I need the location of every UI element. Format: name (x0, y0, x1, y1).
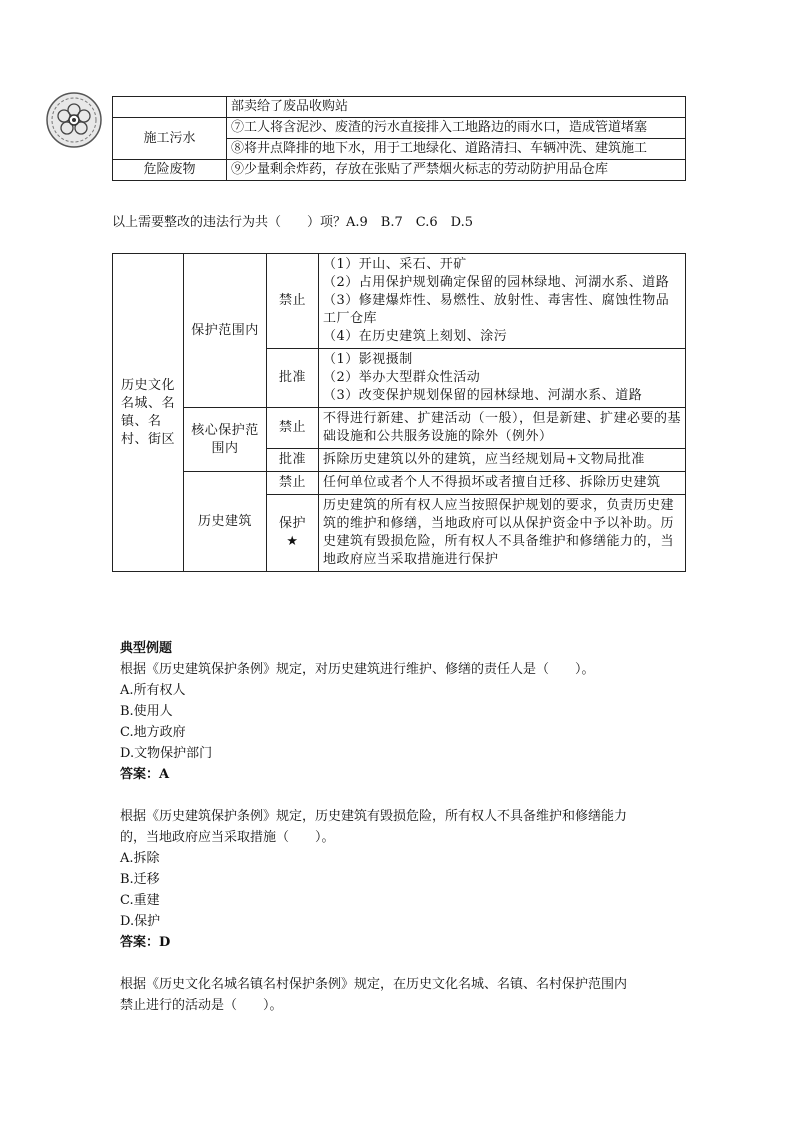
content-cell: 历史建筑的所有权人应当按照保护规划的要求，负责历史建筑的维护和修缮，当地政府可以从保护资金中予以补助。历史建筑有毁损危险，所有权人不具备维护和修缮能力的，当地政府应当采取措施进行保护 (319, 495, 686, 572)
question-stem: 的，当地政府应当采取措施（ ）。 (120, 830, 335, 845)
option: A.所有权人 (120, 683, 186, 698)
category-cell: 施工污水 (113, 118, 227, 160)
list-item: （4）在历史建筑上刻划、涂污 (323, 329, 508, 344)
content-cell: 任何单位或者个人不得损坏或者擅自迁移、拆除历史建筑 (319, 472, 686, 495)
option: B.使用人 (120, 704, 173, 719)
list-item: （3）改变保护规划保留的园林绿地、河湖水系、道路 (323, 388, 643, 403)
table-row (113, 97, 686, 118)
content-cell (319, 349, 686, 408)
list-item: （2）占用保护规划确定保留的园林绿地、河湖水系、道路 (323, 275, 670, 290)
option: D.文物保护部门 (120, 746, 213, 761)
option: D.保护 (120, 914, 161, 929)
violation-table (112, 96, 686, 181)
category-cell: 危险废物 (113, 160, 227, 181)
type-cell: 保护 ★ (267, 495, 319, 572)
table-cell: 部卖给了废品收购站 (227, 97, 686, 118)
content-cell (319, 254, 686, 349)
main-category-cell: 历史文化名城、名镇、名村、街区 (113, 254, 184, 572)
list-item: ⑧将井点降排的地下水，用于工地绿化、道路清扫、车辆冲洗、建筑施工 (227, 138, 685, 159)
content-cell: 不得进行新建、扩建活动（一般），但是新建、扩建必要的基础设施和公共服务设施的除外（例外） (319, 408, 686, 449)
question-stem: 根据《历史建筑保护条例》规定，对历史建筑进行维护、修缮的责任人是（ ）。 (120, 662, 595, 677)
examples-section (120, 638, 595, 785)
list-item: （2）举办大型群众性活动 (323, 370, 481, 385)
type-cell: 禁止 (267, 472, 319, 495)
type-cell: 批准 (267, 449, 319, 472)
option: C.重建 (120, 893, 160, 908)
list-item: ⑨少量剩余炸药，存放在张贴了严禁烟火标志的劳动防护用品仓库 (227, 160, 686, 181)
list-item: （1）开山、采石、开矿 (323, 257, 467, 272)
table-row (113, 160, 686, 181)
type-cell: 禁止 (267, 254, 319, 349)
question-stem: 禁止进行的活动是（ ）。 (120, 998, 283, 1013)
list-item: （3）修建爆炸性、易燃性、放射性、毒害性、腐蚀性物品工厂仓库 (323, 293, 670, 326)
answer: 答案：D (120, 935, 171, 950)
group-cell: 核心保护范围内 (184, 408, 267, 472)
list-item: （1）影视摄制 (323, 352, 413, 367)
question-stem: 根据《历史文化名城名镇名村保护条例》规定，在历史文化名城、名镇、名村保护范围内 (120, 977, 628, 992)
section-heading: 典型例题 (120, 641, 173, 656)
list-item: ⑦工人将含泥沙、废渣的污水直接排入工地路边的雨水口，造成管道堵塞 (231, 120, 648, 135)
star-icon: ★ (286, 534, 299, 549)
question-text: 以上需要整改的违法行为共（ ）项？A.9 B.7 C.6 D.5 (112, 215, 473, 230)
protection-table (112, 253, 686, 572)
content-cell: 拆除历史建筑以外的建筑，应当经规划局+文物局批准 (319, 449, 686, 472)
example-2 (120, 806, 627, 953)
table-row (113, 254, 686, 349)
group-cell: 保护范围内 (184, 254, 267, 408)
table-row (113, 472, 686, 495)
answer: 答案：A (120, 767, 170, 782)
example-3 (120, 974, 627, 1016)
decorative-emblem-icon (46, 92, 102, 148)
option: B.迁移 (120, 872, 160, 887)
option: A.拆除 (120, 851, 160, 866)
table-row (113, 118, 686, 160)
option: C.地方政府 (120, 725, 186, 740)
table-row (113, 408, 686, 449)
type-cell: 批准 (267, 349, 319, 408)
group-cell: 历史建筑 (184, 472, 267, 572)
question-stem: 根据《历史建筑保护条例》规定，历史建筑有毁损危险，所有权人不具备维护和修缮能力 (120, 809, 628, 824)
type-cell: 禁止 (267, 408, 319, 449)
